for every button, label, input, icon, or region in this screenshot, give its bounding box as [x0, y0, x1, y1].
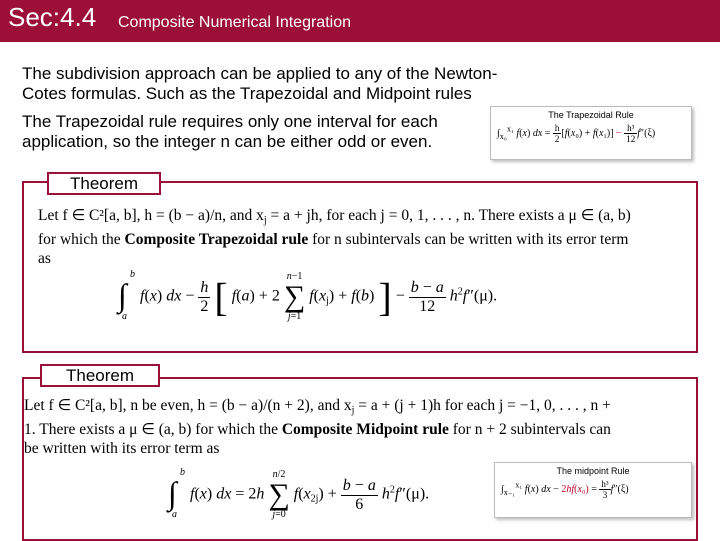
- trapezoidal-rule-box: [490, 106, 692, 160]
- section-number: Sec:4.4: [8, 2, 97, 32]
- midpoint-rule-box: [494, 462, 692, 518]
- theorem-tag: Theorem: [40, 364, 160, 387]
- midpoint-rule-title: The midpoint Rule: [556, 466, 630, 476]
- theorem-trapezoidal-text: Let f ∈ C²[a, b], h = (b − a)/n, and $x_j = a$ + jh, for each j = 0, 1, . . . , n. There exists a μ ∈ (a, b) for which the Composite Trapezoidal rule for n subintervals can be written with its error term as: [38, 207, 631, 267]
- composite-midpoint-formula: ∫ b a f(x) dx = 2h n/2 ∑ j=0 $f(x_{2j})$ + $\frac{b - a}{6}$ $h^2f''(\mu)$.: [168, 467, 430, 520]
- theorem-tag: Theorem: [47, 172, 161, 195]
- composite-trapezoidal-label: Composite Trapezoidal rule: [124, 231, 309, 248]
- trapezoidal-note: The Trapezoidal rule requires only one interval for each application, so the integer n can be either odd or even.: [22, 112, 438, 151]
- composite-trapezoidal-formula: ∫ b a f(x) dx − $\frac{h}{2}$ [ f(a) + 2 n−1 ∑ j=1 $f(x_j) + f(b)$ ] − $\frac{b - a}{12}$ $h^2f''(\mu)$.: [118, 269, 498, 322]
- trapezoidal-rule-formula: $\int_{x_0}^{x_1}$ f(x) dx = $\frac{h}{2}$ [f(x₀) + f(x₁)] − $\frac{\text{h³}}{12}$ f″(ξ): [497, 123, 656, 144]
- intro-paragraph: The subdivision approach can be applied to any of the Newton-Cotes formulas. Such as the Trapezoidal and Midpoint rules: [22, 64, 498, 103]
- slide-header: [0, 0, 720, 42]
- theorem-midpoint-text: Let f ∈ C²[a, b], n be even, h = (b − a)/(n + 2), and $x_j = a + (j + 1)h$ for each j = −1, 0, . . . , n + 1. There exists a μ ∈ (a, b) for which the Composite Midpoint rule for n + 2 subintervals can be written with its error term as: [24, 397, 611, 457]
- slide-title: Composite Numerical Integration: [118, 14, 351, 31]
- midpoint-rule-formula: $\int_{x_{-1}}^{x_1}$ f(x) dx − 2hf(x₀) = $\frac{\text{h³}}{3}$ f″(ξ): [501, 479, 629, 500]
- composite-midpoint-label: Composite Midpoint rule: [281, 421, 449, 438]
- trapezoidal-rule-title: The Trapezoidal Rule: [548, 110, 634, 120]
